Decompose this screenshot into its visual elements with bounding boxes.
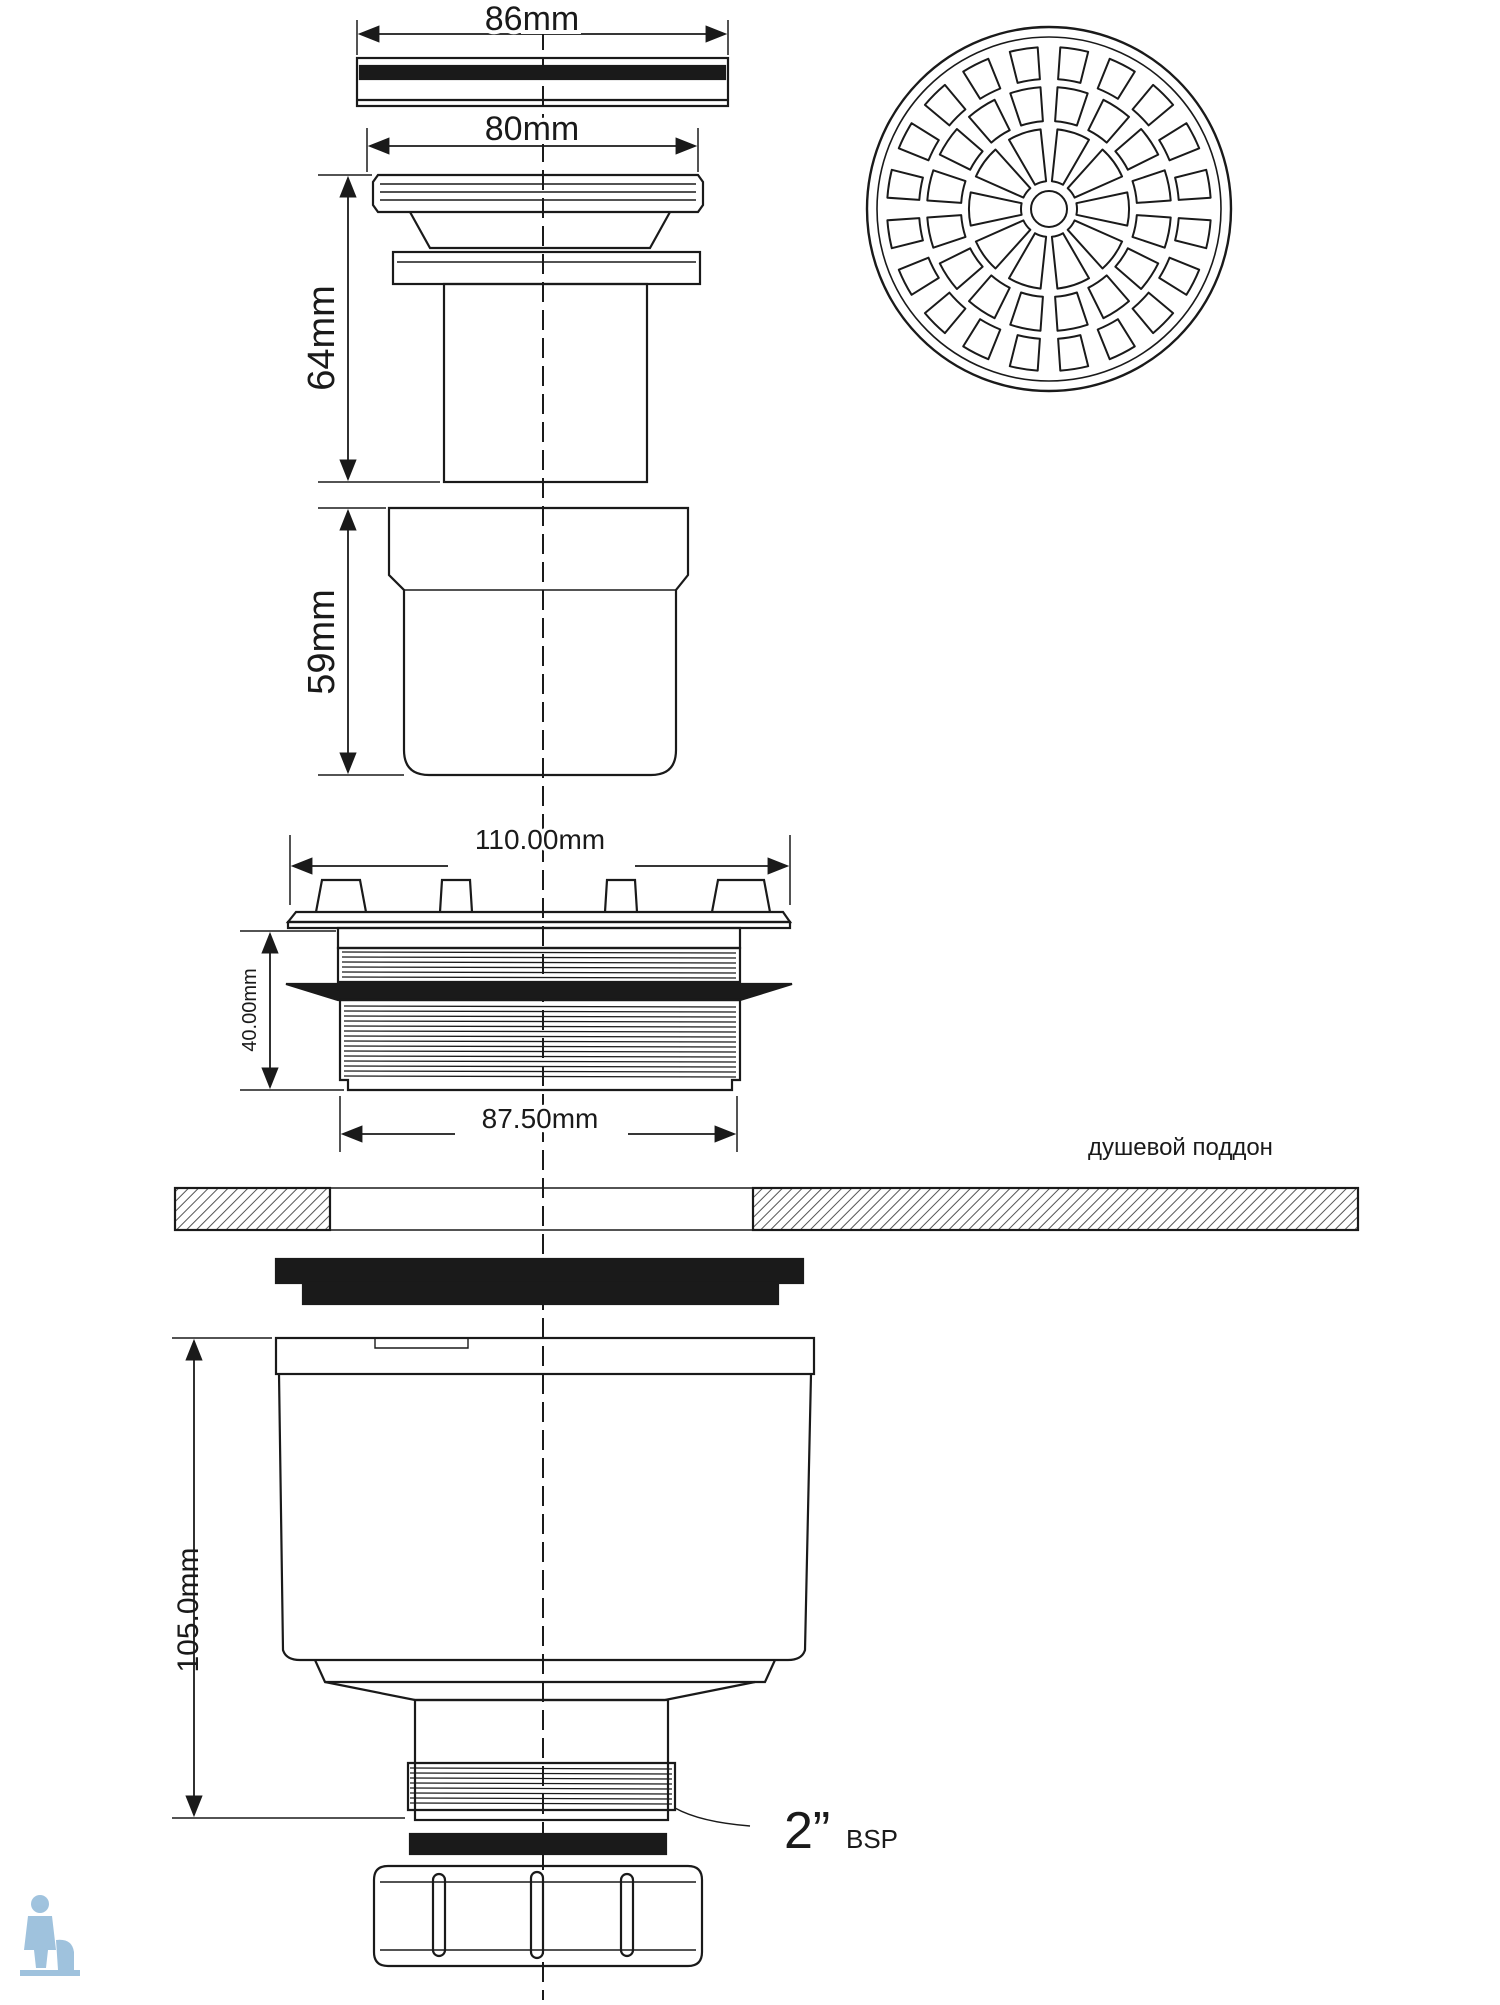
thread-line — [342, 972, 736, 973]
lower-housing — [276, 1338, 814, 1820]
cup-height-label: 59mm — [301, 589, 343, 695]
strainer-body — [373, 175, 703, 482]
grate-hole — [1052, 129, 1089, 184]
flange-body — [288, 880, 790, 948]
grate-hole — [1098, 59, 1135, 99]
thread-line — [344, 1051, 736, 1052]
thread-line — [342, 977, 736, 978]
grate-hole — [1068, 150, 1122, 198]
thread-line — [344, 1061, 736, 1062]
grate-hole — [940, 248, 983, 289]
grate-hole — [1010, 335, 1040, 371]
thread-line — [410, 1798, 672, 1799]
gasket — [276, 1259, 803, 1304]
grate-hole — [1055, 293, 1088, 331]
grate-hole — [940, 129, 983, 170]
grate-hole — [1115, 248, 1158, 289]
thread-line — [342, 957, 736, 958]
grate-hole — [1133, 85, 1174, 126]
thread-line — [410, 1803, 672, 1804]
grate-hole — [969, 275, 1010, 318]
grate-hole — [1058, 335, 1088, 371]
grate-hole — [1010, 47, 1040, 83]
grate-hole — [927, 170, 965, 203]
grate-hole — [899, 123, 939, 160]
grate-hole — [887, 170, 923, 200]
grate-hole — [1055, 87, 1088, 125]
grate-hole — [925, 85, 966, 126]
thread-line — [344, 1006, 736, 1007]
thread-line — [344, 1036, 736, 1037]
grate-hole — [925, 293, 966, 334]
grate-hole — [927, 215, 965, 248]
body-height-label: 64mm — [301, 285, 343, 391]
thread-line — [344, 1026, 736, 1027]
plumber-icon — [20, 1895, 80, 1976]
outlet-seal — [410, 1834, 666, 1854]
dim-housing-height — [172, 1338, 405, 1818]
union-nut — [374, 1866, 702, 1966]
thread-line — [344, 1016, 736, 1017]
grate-hole — [963, 319, 1000, 359]
grate-hole — [969, 100, 1010, 143]
thread-line — [344, 1056, 736, 1057]
thread-line — [344, 1021, 736, 1022]
body-width-label: 80mm — [484, 110, 580, 148]
thread-line — [342, 952, 736, 953]
grate-hole — [1009, 233, 1046, 288]
housing-height-label: 105.0mm — [172, 1547, 205, 1673]
grate-hole — [1058, 47, 1088, 83]
thread-line — [410, 1773, 672, 1774]
grate-hole — [1159, 123, 1199, 160]
thread-line — [410, 1783, 672, 1784]
thread-height-label: 40.00mm — [239, 968, 261, 1052]
grate-hole — [1009, 129, 1046, 184]
grate-hole — [887, 218, 923, 248]
grate-hole — [1068, 220, 1122, 268]
grate-hole — [1076, 192, 1129, 225]
thread-line — [410, 1778, 672, 1779]
thread-lines — [342, 952, 736, 1077]
thread-line — [344, 1071, 736, 1072]
cap-width-label: 86mm — [484, 0, 580, 38]
tray-label: душевой поддон — [1088, 1134, 1273, 1161]
grate-hole — [1088, 275, 1129, 318]
grate-hole — [1098, 319, 1135, 359]
thread-line — [410, 1768, 672, 1769]
grate-hole — [1133, 170, 1171, 203]
grate-hole — [1175, 170, 1211, 200]
thread-line — [410, 1788, 672, 1789]
grate-hole — [963, 59, 1000, 99]
grate-hole — [1052, 233, 1089, 288]
grate-hole — [976, 220, 1030, 268]
grate-hole — [969, 192, 1022, 225]
grate-hole — [1133, 293, 1174, 334]
outlet-size-label: 2” — [784, 1802, 831, 1860]
grate-hole — [1133, 215, 1171, 248]
outlet-thread-label: BSP — [846, 1824, 899, 1854]
grate-hole — [1010, 87, 1043, 125]
thread-line — [344, 1011, 736, 1012]
thread-line — [344, 1066, 736, 1067]
thread-line — [344, 1076, 736, 1077]
thread-line — [410, 1793, 672, 1794]
thread-width-label: 87.50mm — [481, 1103, 599, 1134]
flange-width-label: 110.00mm — [474, 824, 606, 855]
thread-line — [344, 1041, 736, 1042]
grate-hole — [976, 150, 1030, 198]
grate-hole — [1175, 218, 1211, 248]
grate-top-view — [867, 27, 1231, 391]
grate-hole — [1088, 100, 1129, 143]
grate-hole — [1010, 293, 1043, 331]
water-seal-cup — [389, 508, 688, 775]
outlet-thread-lines — [410, 1768, 672, 1804]
thread-line — [342, 967, 736, 968]
grate-hole — [1115, 129, 1158, 170]
thread-section — [286, 948, 792, 1090]
thread-line — [342, 962, 736, 963]
shower-tray — [175, 1188, 1358, 1230]
bsp-leader — [675, 1808, 750, 1826]
grate-hole — [1159, 258, 1199, 295]
thread-line — [344, 1031, 736, 1032]
grate-hole — [899, 258, 939, 295]
thread-line — [344, 1046, 736, 1047]
